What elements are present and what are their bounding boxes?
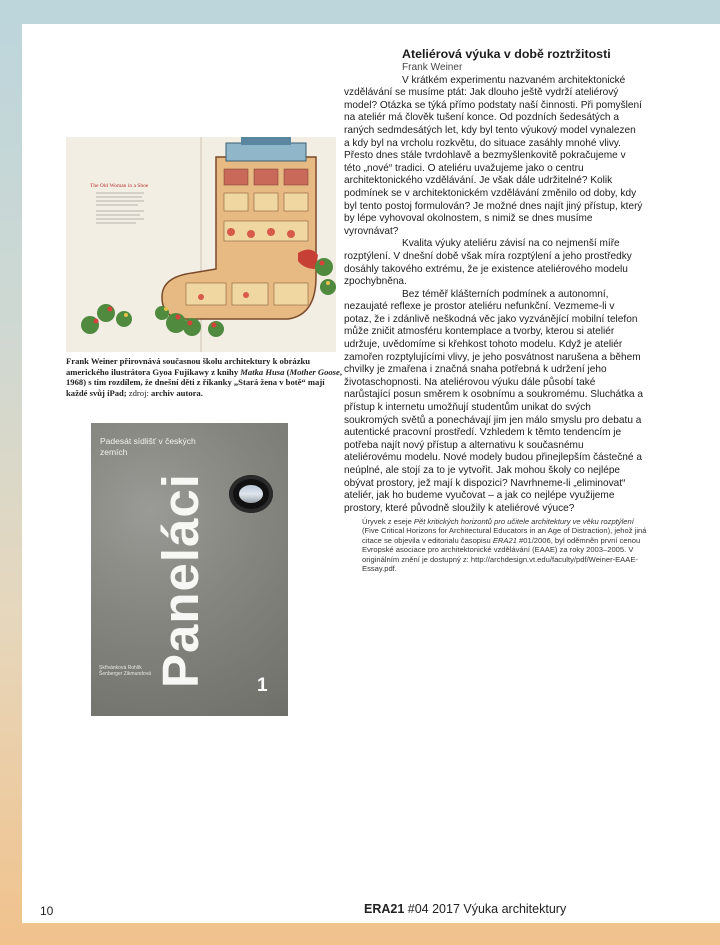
- magazine-name: ERA21: [364, 902, 405, 916]
- caption-italic2: Mother Goose: [289, 366, 340, 377]
- article-footnote: [362, 517, 648, 573]
- cover-subtitle: Padesát sídlišť v českých zemích: [100, 436, 196, 457]
- page-number: 10: [40, 904, 54, 918]
- footnote-part1: Úryvek z eseje: [362, 517, 414, 526]
- cover-authors: Skřivánková Rohlík Šenberger Zikmundová: [99, 665, 151, 677]
- magazine-page: [22, 24, 720, 923]
- footnote-italic1: Pět kritických horizontů pro učitele architektury ve věku rozptýlení: [413, 517, 634, 526]
- magazine-footer: [364, 902, 566, 916]
- cover-volume-number: 1: [257, 675, 268, 696]
- illus-heading: The Old Woman in a Shoe: [90, 183, 149, 189]
- article-paragraph-3: Bez téměř klášterních podmínek a autonomní, nezaujaté reflexe je prostor ateliéru nefunkční. Vezmeme-li v potaz, že i zdánlivě neškodná věc jako vyzvánějící mobilní telefon může zničit atmosféru kontemplace a tvorby, kterou si ateliér udržuje, uvědomíme si křehkost tohoto modelu. Když je ateliér zamořen rozptylujícími vlivy, je jeho posvátnost narušena a během chvilky je zmařena i značná snaha potřebná k udržení jeho životaschopnosti. Na ateliérovou výuku dále působí také narůstající posun směrem k osobnímu a soukromému. Sluchátka a přístup k internetu umožňují studentům unikat do svých soukromých světů a ponechávají jim jen málo smyslu pro debatu a autentické pracovní prostředí. Vzhledem k těmto tendencím je potřeba najít nový přístup a alternativu k současnému ateliérovému modelu. Nové modely budou přinejlepším částečné a neúplné, ale stojí za to je vytvořit. Jak mohou školy co nejlépe obývat prostory, jež mají k dispozici? Navrhneme-li „eliminovat“ ateliér, jak ho budeme vyučovat – a jak co nejlépe využijeme prostory, které původně sloužily k ateliérové výuce?: [344, 288, 644, 514]
- article-title: Ateliérová výuka v době roztržitosti: [402, 47, 611, 61]
- article-paragraph-1: V krátkém experimentu nazvaném architektonické vzdělávání se musíme ptát: Jak dlouho ještě vydrží ateliérový model? Otázka se týká přímo podstaty naší činnosti. Při pomyšlení na ateliér má člověk tušení konce. Od pozdních šedesátých a raných sedmdesátých let, kdy byl tento výukový model vynalezen a kdy byl na vrcholu rozkvětu, do situace zasáhly mnohé vlivy. Přesto dnes stále tvrdohlavě a bezmyšlenkovitě pokračujeme v této „nové“ tradici. O ateliéru uvažujeme jako o centru architektonického vzdělávání. Je však dále udržitelné? Kolik podmínek se v architektonickém vzdělávání změnilo od doby, kdy byl tento postoj formulován? Je možné dnes najít jiný přístup, který by lépe vyhovoval okolnostem, s nimiž se dnes musíme vyrovnávat?: [344, 74, 643, 237]
- caption-part1: Frank Weiner přirovnává současnou školu architektury k obrázku amerického ilustrátora Gyoa Fujikawy z knihy: [66, 356, 311, 377]
- footnote-part2: (Five Critical Horizons for Architectural Educators in an Age of Distraction), jehož jiná citace se objevila v editorialu časopisu: [362, 526, 647, 545]
- peephole-icon: [229, 475, 273, 513]
- article-author: Frank Weiner: [402, 62, 463, 73]
- book-cover-panelaci: [91, 423, 288, 716]
- caption-italic1: Matka Husa: [240, 366, 285, 377]
- article-paragraph-2: Kvalita výuky ateliéru závisí na co nejmenší míře rozptýlení. V dnešní době však míra rozptýlení a jeho prostředky dosáhly takového extrému, že je existence ateliérového modelu zpochybněna.: [344, 238, 632, 288]
- old-woman-shoe-illustration-icon: [66, 137, 336, 352]
- footnote-part3: #01/2006, byl oděmněn první cenou Evropské asociace pro architektonické vzdělávání (EAAE) za roky 2003–2005. V originálním znění je dostupný z: http://archdesign.vt.edu/faculty/pdf/Weiner-EAAE-Essay.pdf.: [362, 535, 641, 574]
- illustration-caption: [66, 356, 342, 398]
- caption-part3: , 1968) s tím rozdílem, že dnešní děti z říkanky „Stará žena v botě“ mají každé svůj iPad;: [66, 366, 342, 398]
- footnote-italic2: ERA21: [492, 535, 517, 545]
- magazine-issue: #04 2017 Výuka architektury: [404, 902, 567, 916]
- article: [344, 47, 644, 515]
- cover-title: Paneláci: [152, 473, 209, 688]
- caption-part2: (: [284, 366, 290, 377]
- caption-source-label: zdroj:: [128, 387, 149, 398]
- illustration-old-woman-shoe: [66, 137, 336, 352]
- caption-source-value: archiv autora.: [148, 387, 203, 398]
